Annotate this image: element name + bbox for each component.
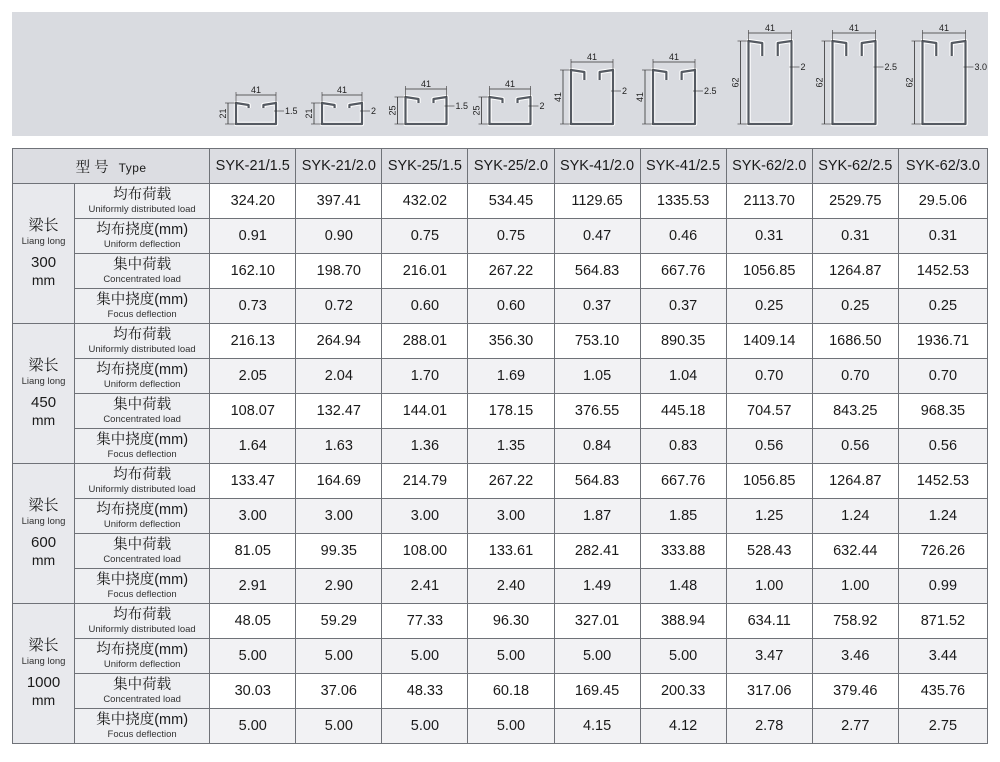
value-cell: 99.35	[296, 534, 382, 569]
value-cell: 968.35	[898, 394, 987, 429]
row-label-en: Uniform deflection	[103, 658, 181, 670]
value-cell: 3.00	[210, 499, 296, 534]
value-cell: 4.12	[640, 709, 726, 744]
row-label	[75, 359, 210, 394]
value-cell: 379.46	[812, 674, 898, 709]
value-cell: 0.84	[554, 429, 640, 464]
value-cell: 1.69	[468, 359, 554, 394]
value-cell: 2.77	[812, 709, 898, 744]
beam-length-en: Liang long	[21, 375, 66, 387]
channel-shape	[653, 70, 695, 124]
table-row	[13, 324, 988, 359]
value-cell: 5.00	[382, 639, 468, 674]
channel-shape-halo	[322, 103, 362, 124]
row-label-cn: 均布荷载	[113, 607, 172, 623]
table-row	[13, 569, 988, 604]
value-cell: 0.75	[382, 219, 468, 254]
value-cell: 432.02	[382, 184, 468, 219]
row-label-en: Concentrated load	[103, 273, 181, 285]
table-row	[13, 359, 988, 394]
row-label	[75, 254, 210, 289]
table-row	[13, 429, 988, 464]
value-cell: 758.92	[812, 604, 898, 639]
value-cell: 0.25	[812, 289, 898, 324]
value-cell: 0.31	[726, 219, 812, 254]
value-cell: 5.00	[296, 639, 382, 674]
value-cell: 0.75	[468, 219, 554, 254]
value-cell: 0.70	[898, 359, 987, 394]
height-label: 62	[814, 77, 825, 88]
value-cell: 81.05	[210, 534, 296, 569]
beam-length-en: Liang long	[21, 655, 66, 667]
table-row	[13, 604, 988, 639]
channel-shape	[571, 70, 613, 124]
row-label-en: Focus deflection	[107, 308, 177, 320]
height-label: 21	[304, 108, 314, 119]
row-label-en: Uniform deflection	[103, 518, 181, 530]
value-cell: 133.47	[210, 464, 296, 499]
value-cell: 2.04	[296, 359, 382, 394]
value-cell: 60.18	[468, 674, 554, 709]
value-cell: 753.10	[554, 324, 640, 359]
model-header: SYK-41/2.0	[554, 149, 640, 184]
value-cell: 5.00	[554, 639, 640, 674]
beam-length-unit: mm	[31, 272, 56, 289]
value-cell: 2.05	[210, 359, 296, 394]
width-label: 41	[420, 79, 432, 89]
beam-length-len: 300	[31, 253, 57, 271]
row-label	[75, 219, 210, 254]
width-label: 41	[504, 79, 516, 89]
row-label-cn: 集中荷载	[113, 257, 172, 273]
value-cell: 5.00	[468, 639, 554, 674]
thickness-label: 3.0	[974, 62, 988, 72]
value-cell: 214.79	[382, 464, 468, 499]
beam-length-unit: mm	[31, 692, 56, 709]
value-cell: 0.99	[898, 569, 987, 604]
value-cell: 2.40	[468, 569, 554, 604]
thickness-label: 2	[800, 62, 806, 72]
value-cell: 2529.75	[812, 184, 898, 219]
spec-table	[12, 148, 988, 744]
thickness-label: 2	[371, 106, 377, 116]
width-label: 41	[764, 23, 776, 33]
row-label-en: Uniformly distributed load	[88, 623, 196, 635]
value-cell: 216.01	[382, 254, 468, 289]
value-cell: 200.33	[640, 674, 726, 709]
row-label	[75, 709, 210, 744]
value-cell: 5.00	[640, 639, 726, 674]
channel-shape-halo	[236, 103, 276, 124]
value-cell: 1.00	[812, 569, 898, 604]
value-cell: 1.24	[898, 499, 987, 534]
beam-length-unit: mm	[31, 552, 56, 569]
value-cell: 632.44	[812, 534, 898, 569]
value-cell: 388.94	[640, 604, 726, 639]
value-cell: 3.46	[812, 639, 898, 674]
value-cell: 564.83	[554, 254, 640, 289]
value-cell: 133.61	[468, 534, 554, 569]
value-cell: 0.46	[640, 219, 726, 254]
channel-profile	[553, 52, 627, 124]
value-cell: 397.41	[296, 184, 382, 219]
value-cell: 564.83	[554, 464, 640, 499]
width-label: 41	[336, 85, 348, 95]
value-cell: 4.15	[554, 709, 640, 744]
value-cell: 5.00	[382, 709, 468, 744]
type-header-cn: 型号	[75, 159, 113, 176]
value-cell: 324.20	[210, 184, 296, 219]
value-cell: 333.88	[640, 534, 726, 569]
channel-profile	[731, 23, 806, 124]
value-cell: 0.31	[812, 219, 898, 254]
value-cell: 59.29	[296, 604, 382, 639]
height-label: 62	[904, 77, 915, 88]
row-label-cn: 集中挠度(mm)	[96, 292, 189, 308]
table-row	[13, 709, 988, 744]
beam-length-cell	[13, 324, 75, 464]
value-cell: 1.64	[210, 429, 296, 464]
value-cell: 0.56	[812, 429, 898, 464]
table-body	[13, 184, 988, 744]
beam-length-len: 600	[31, 533, 57, 551]
value-cell: 5.00	[468, 709, 554, 744]
row-label-en: Focus deflection	[107, 728, 177, 740]
beam-length-cell	[13, 464, 75, 604]
channel-shape-halo	[571, 70, 613, 124]
row-label	[75, 534, 210, 569]
channel-shape-halo	[406, 97, 447, 124]
value-cell: 1.70	[382, 359, 468, 394]
value-cell: 871.52	[898, 604, 987, 639]
value-cell: 3.00	[468, 499, 554, 534]
value-cell: 164.69	[296, 464, 382, 499]
channel-profile	[218, 85, 298, 124]
value-cell: 5.00	[296, 709, 382, 744]
value-cell: 1056.85	[726, 254, 812, 289]
channel-shape	[749, 41, 792, 124]
value-cell: 534.45	[468, 184, 554, 219]
value-cell: 1056.85	[726, 464, 812, 499]
profile-drawings-panel	[12, 12, 988, 136]
value-cell: 2.91	[210, 569, 296, 604]
value-cell: 0.56	[726, 429, 812, 464]
thickness-label: 2	[622, 86, 628, 96]
value-cell: 0.25	[898, 289, 987, 324]
value-cell: 843.25	[812, 394, 898, 429]
value-cell: 1.36	[382, 429, 468, 464]
table-row	[13, 219, 988, 254]
value-cell: 634.11	[726, 604, 812, 639]
row-label-en: Uniform deflection	[103, 378, 181, 390]
beam-length-en: Liang long	[21, 235, 66, 247]
thickness-label: 2.5	[704, 86, 717, 96]
row-label-cn: 均布挠度(mm)	[96, 642, 189, 658]
value-cell: 96.30	[468, 604, 554, 639]
height-label: 21	[218, 108, 228, 119]
table-row	[13, 464, 988, 499]
value-cell: 108.07	[210, 394, 296, 429]
thickness-label: 1.5	[285, 106, 298, 116]
value-cell: 288.01	[382, 324, 468, 359]
row-label	[75, 394, 210, 429]
value-cell: 0.70	[812, 359, 898, 394]
row-label-en: Uniformly distributed load	[88, 483, 196, 495]
value-cell: 0.83	[640, 429, 726, 464]
value-cell: 48.33	[382, 674, 468, 709]
value-cell: 1409.14	[726, 324, 812, 359]
value-cell: 144.01	[382, 394, 468, 429]
beam-length-en: Liang long	[21, 515, 66, 527]
row-label	[75, 324, 210, 359]
value-cell: 2.78	[726, 709, 812, 744]
value-cell: 890.35	[640, 324, 726, 359]
value-cell: 1936.71	[898, 324, 987, 359]
value-cell: 528.43	[726, 534, 812, 569]
profile-drawings	[12, 12, 988, 136]
value-cell: 0.37	[640, 289, 726, 324]
value-cell: 2113.70	[726, 184, 812, 219]
type-header	[13, 149, 210, 184]
value-cell: 1452.53	[898, 464, 987, 499]
value-cell: 108.00	[382, 534, 468, 569]
value-cell: 667.76	[640, 464, 726, 499]
value-cell: 48.05	[210, 604, 296, 639]
width-label: 41	[848, 23, 860, 33]
value-cell: 356.30	[468, 324, 554, 359]
width-label: 41	[938, 23, 950, 33]
row-label	[75, 569, 210, 604]
model-header: SYK-21/1.5	[210, 149, 296, 184]
value-cell: 264.94	[296, 324, 382, 359]
value-cell: 0.25	[726, 289, 812, 324]
row-label-cn: 均布挠度(mm)	[96, 222, 189, 238]
channel-profile	[472, 79, 545, 124]
row-label-cn: 集中荷载	[113, 537, 172, 553]
channel-profile	[388, 79, 469, 124]
model-header: SYK-62/3.0	[898, 149, 987, 184]
value-cell: 445.18	[640, 394, 726, 429]
table-row	[13, 184, 988, 219]
value-cell: 704.57	[726, 394, 812, 429]
value-cell: 1.85	[640, 499, 726, 534]
value-cell: 3.00	[382, 499, 468, 534]
channel-profile	[815, 23, 898, 124]
row-label	[75, 289, 210, 324]
row-label	[75, 184, 210, 219]
beam-length-cn: 梁长	[28, 217, 59, 235]
beam-length-cell	[13, 604, 75, 744]
value-cell: 77.33	[382, 604, 468, 639]
row-label	[75, 639, 210, 674]
value-cell: 30.03	[210, 674, 296, 709]
type-header-en: Type	[118, 160, 147, 175]
row-label-en: Concentrated load	[103, 413, 181, 425]
width-label: 41	[668, 52, 680, 62]
row-label-cn: 集中挠度(mm)	[96, 432, 189, 448]
row-label	[75, 499, 210, 534]
channel-shape-halo	[749, 41, 792, 124]
value-cell: 162.10	[210, 254, 296, 289]
beam-length-cn: 梁长	[28, 637, 59, 655]
value-cell: 1335.53	[640, 184, 726, 219]
table-row	[13, 289, 988, 324]
channel-shape	[490, 97, 531, 124]
row-label-cn: 均布荷载	[113, 187, 172, 203]
value-cell: 2.75	[898, 709, 987, 744]
value-cell: 267.22	[468, 254, 554, 289]
value-cell: 1686.50	[812, 324, 898, 359]
value-cell: 1.24	[812, 499, 898, 534]
value-cell: 0.72	[296, 289, 382, 324]
value-cell: 1.25	[726, 499, 812, 534]
value-cell: 0.37	[554, 289, 640, 324]
value-cell: 267.22	[468, 464, 554, 499]
value-cell: 1.00	[726, 569, 812, 604]
value-cell: 178.15	[468, 394, 554, 429]
beam-length-cn: 梁长	[28, 497, 59, 515]
model-header: SYK-41/2.5	[640, 149, 726, 184]
value-cell: 37.06	[296, 674, 382, 709]
value-cell: 0.47	[554, 219, 640, 254]
value-cell: 3.47	[726, 639, 812, 674]
value-cell: 1129.65	[554, 184, 640, 219]
row-label-en: Focus deflection	[107, 448, 177, 460]
row-label-en: Concentrated load	[103, 693, 181, 705]
row-label-cn: 均布荷载	[113, 467, 172, 483]
channel-shape	[406, 97, 447, 124]
value-cell: 132.47	[296, 394, 382, 429]
value-cell: 3.00	[296, 499, 382, 534]
value-cell: 1264.87	[812, 464, 898, 499]
value-cell: 317.06	[726, 674, 812, 709]
value-cell: 1.48	[640, 569, 726, 604]
row-label-en: Focus deflection	[107, 588, 177, 600]
value-cell: 3.44	[898, 639, 987, 674]
height-label: 41	[635, 91, 645, 103]
channel-profile	[905, 23, 988, 124]
channel-shape	[833, 41, 876, 124]
value-cell: 327.01	[554, 604, 640, 639]
row-label	[75, 429, 210, 464]
value-cell: 282.41	[554, 534, 640, 569]
value-cell: 0.56	[898, 429, 987, 464]
value-cell: 726.26	[898, 534, 987, 569]
model-header: SYK-62/2.0	[726, 149, 812, 184]
beam-length-unit: mm	[31, 412, 56, 429]
row-label-cn: 集中挠度(mm)	[96, 712, 189, 728]
value-cell: 1.49	[554, 569, 640, 604]
row-label-en: Uniform deflection	[103, 238, 181, 250]
value-cell: 0.60	[468, 289, 554, 324]
model-header: SYK-62/2.5	[812, 149, 898, 184]
beam-length-len: 1000	[26, 673, 61, 691]
value-cell: 0.60	[382, 289, 468, 324]
model-header: SYK-21/2.0	[296, 149, 382, 184]
row-label-en: Uniformly distributed load	[88, 203, 196, 215]
row-label-cn: 集中挠度(mm)	[96, 572, 189, 588]
width-label: 41	[250, 85, 262, 95]
value-cell: 1.04	[640, 359, 726, 394]
thickness-label: 2.5	[884, 62, 898, 72]
model-header: SYK-25/1.5	[382, 149, 468, 184]
channel-shape-halo	[490, 97, 531, 124]
value-cell: 216.13	[210, 324, 296, 359]
beam-length-cn: 梁长	[28, 357, 59, 375]
value-cell: 0.90	[296, 219, 382, 254]
value-cell: 0.70	[726, 359, 812, 394]
value-cell: 2.90	[296, 569, 382, 604]
channel-shape-halo	[923, 41, 966, 124]
channel-profile	[635, 52, 717, 124]
channel-shape	[923, 41, 966, 124]
table-row	[13, 254, 988, 289]
thickness-label: 2	[539, 101, 545, 111]
value-cell: 1264.87	[812, 254, 898, 289]
row-label-en: Concentrated load	[103, 553, 181, 565]
value-cell: 0.91	[210, 219, 296, 254]
height-label: 41	[553, 91, 563, 103]
value-cell: 5.00	[210, 709, 296, 744]
value-cell: 1.35	[468, 429, 554, 464]
row-label-cn: 集中荷载	[113, 397, 172, 413]
value-cell: 169.45	[554, 674, 640, 709]
table-row	[13, 394, 988, 429]
channel-shape-halo	[653, 70, 695, 124]
thickness-label: 1.5	[455, 101, 469, 111]
value-cell: 0.31	[898, 219, 987, 254]
value-cell: 1.05	[554, 359, 640, 394]
table-row	[13, 639, 988, 674]
value-cell: 5.00	[210, 639, 296, 674]
value-cell: 376.55	[554, 394, 640, 429]
beam-length-cell	[13, 184, 75, 324]
table-row	[13, 674, 988, 709]
beam-length-len: 450	[31, 393, 57, 411]
row-label-cn: 集中荷载	[113, 677, 172, 693]
height-label: 25	[471, 105, 482, 116]
table-row	[13, 499, 988, 534]
table-row	[13, 534, 988, 569]
row-label	[75, 464, 210, 499]
value-cell: 0.73	[210, 289, 296, 324]
row-label-cn: 均布荷载	[113, 327, 172, 343]
value-cell: 29.5.06	[898, 184, 987, 219]
height-label: 62	[730, 77, 741, 88]
value-cell: 198.70	[296, 254, 382, 289]
row-label-cn: 均布挠度(mm)	[96, 502, 189, 518]
value-cell: 1.63	[296, 429, 382, 464]
value-cell: 1.87	[554, 499, 640, 534]
value-cell: 2.41	[382, 569, 468, 604]
row-label	[75, 674, 210, 709]
width-label: 41	[586, 52, 598, 62]
value-cell: 1452.53	[898, 254, 987, 289]
row-label	[75, 604, 210, 639]
model-header: SYK-25/2.0	[468, 149, 554, 184]
table-header-row	[13, 149, 988, 184]
channel-profile	[304, 85, 376, 124]
row-label-en: Uniformly distributed load	[88, 343, 196, 355]
height-label: 25	[387, 105, 398, 116]
value-cell: 667.76	[640, 254, 726, 289]
value-cell: 435.76	[898, 674, 987, 709]
row-label-cn: 均布挠度(mm)	[96, 362, 189, 378]
channel-shape-halo	[833, 41, 876, 124]
